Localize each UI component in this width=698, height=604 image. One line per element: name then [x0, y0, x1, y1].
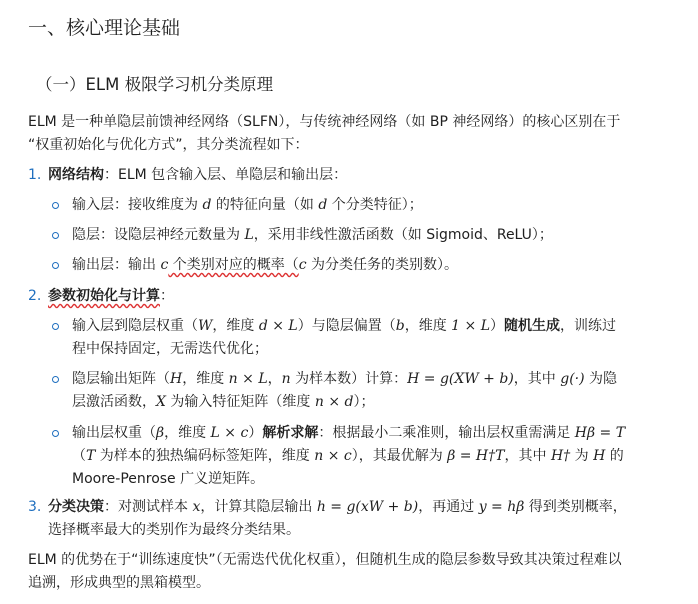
text: ），其最优解为 — [351, 448, 448, 464]
math: h = g(xW + b) — [316, 499, 419, 515]
text: 输入层到隐层权重（ — [72, 318, 198, 334]
intro-line-1: ELM 是一种单隐层前馈神经网络（SLFN），与传统神经网络（如 BP 神经网络）的核心区别在于 — [28, 114, 621, 130]
text: ，维度 — [212, 318, 259, 334]
bullet-icon — [52, 202, 59, 209]
text: 的特征向量（如 — [211, 197, 319, 213]
text: ）； — [353, 394, 375, 410]
intro-line-2: “权重初始化与优化方式”，其分类流程如下： — [28, 137, 309, 153]
outro-line-2: 追溯，形成典型的黑箱模型。 — [28, 575, 210, 591]
section-2-line — [48, 284, 174, 308]
list-item-hidden-output-line-2 — [72, 390, 374, 414]
text: ） — [248, 425, 263, 441]
text: ：对测试样本 — [104, 499, 193, 515]
math: Hβ = T — [574, 425, 626, 441]
math: β — [156, 425, 165, 441]
math: g(·) — [560, 371, 585, 387]
list-number-2: 2. — [28, 288, 42, 304]
section-3-title: 分类决策 — [48, 499, 104, 515]
math: y = hβ — [478, 499, 525, 515]
bold-text: 解析求解 — [262, 425, 319, 441]
bullet-icon — [52, 262, 59, 269]
list-number-1: 1. — [28, 167, 42, 183]
list-item-weights-line-2: 程中保持固定，无需迭代优化； — [72, 341, 268, 357]
section-2-title: 参数初始化与计算 — [48, 288, 160, 304]
section-heading: 一、核心理论基础 — [28, 17, 181, 39]
text: 个类别对应的概率（ — [168, 257, 299, 273]
list-item-output-weights-line-2 — [72, 444, 624, 468]
list-item-hidden-output-line-1 — [72, 367, 617, 391]
text: 输出层权重（ — [72, 425, 156, 441]
math: W — [198, 318, 213, 334]
math: d — [202, 197, 212, 213]
math: H — [170, 371, 183, 387]
math: n × c — [314, 448, 352, 464]
section-1-line — [48, 163, 347, 187]
text: 个分类特征）； — [327, 197, 423, 213]
list-item-input-layer — [72, 193, 423, 217]
text: ，其中 — [513, 371, 561, 387]
text: ） — [490, 318, 504, 334]
section-2-text: ： — [160, 288, 174, 304]
outro-line-1: ELM 的优势在于“训练速度快”（无需迭代优化权重），但随机生成的隐层参数导致其决策过程难以 — [28, 552, 622, 568]
math: X — [156, 394, 166, 410]
subsection-heading: （一）ELM 极限学习机分类原理 — [36, 75, 274, 94]
text: ，维度 — [182, 371, 229, 387]
bold-text: 随机生成 — [504, 318, 560, 334]
bullet-icon — [52, 376, 59, 383]
math: c — [160, 257, 169, 273]
math: n × L — [228, 371, 268, 387]
text: ，其中 — [504, 448, 551, 464]
text: ，计算其隐层输出 — [200, 499, 317, 515]
math: n — [281, 371, 291, 387]
math: 1 × L — [451, 318, 490, 334]
math: H — [593, 448, 606, 464]
math: c — [298, 257, 307, 273]
list-item-hidden-layer — [72, 223, 553, 247]
math: x — [192, 499, 201, 515]
text: 为 — [570, 448, 594, 464]
list-item-weights-line-1 — [72, 314, 616, 338]
math: H = g(XW + b) — [407, 371, 514, 387]
text: 为样本数）计算： — [290, 371, 408, 387]
text: 层激活函数， — [72, 394, 156, 410]
section-3-line-1 — [48, 495, 627, 519]
text: 为隐 — [584, 371, 618, 387]
math: L — [244, 227, 254, 243]
text: ， — [267, 371, 282, 387]
text: ）与隐层偏置（ — [297, 318, 396, 334]
text: 隐层：设隐层神经元数量为 — [72, 227, 245, 243]
text: ：根据最小二乘准则，输出层权重需满足 — [318, 425, 575, 441]
text: 得到类别概率， — [524, 499, 627, 515]
bullet-icon — [52, 430, 59, 437]
math: T — [86, 448, 96, 464]
text: ，采用非线性激活函数（如 Sigmoid、ReLU）； — [253, 227, 553, 243]
text: 为分类任务的类别数）。 — [306, 257, 459, 273]
text: 为输入特征矩阵（维度 — [165, 394, 315, 410]
math: L × c — [210, 425, 249, 441]
section-1-text: ：ELM 包含输入层、单隐层和输出层： — [104, 167, 348, 183]
section-3-line-2: 选择概率最大的类别作为最终分类结果。 — [48, 522, 300, 538]
list-item-output-weights-line-3: Moore-Penrose 广义逆矩阵。 — [72, 471, 265, 487]
text: 为样本的独热编码标签矩阵，维度 — [95, 448, 315, 464]
text: ，再通过 — [418, 499, 479, 515]
text: ，训练过 — [560, 318, 616, 334]
math: d — [318, 197, 328, 213]
list-number-3: 3. — [28, 499, 42, 515]
text: 隐层输出矩阵（ — [72, 371, 170, 387]
text: ，维度 — [164, 425, 211, 441]
bullet-icon — [52, 232, 59, 239]
list-item-output-layer — [72, 253, 458, 277]
math: β = H†T — [447, 448, 505, 464]
text: （ — [72, 448, 86, 464]
text: 的 — [605, 448, 624, 464]
math: n × d — [314, 394, 354, 410]
text: 输出层：输出 — [72, 257, 161, 273]
section-1-title: 网络结构 — [48, 167, 104, 183]
list-item-output-weights-line-1 — [72, 421, 625, 445]
math: H† — [550, 448, 571, 464]
bullet-icon — [52, 323, 59, 330]
math: d × L — [258, 318, 298, 334]
text: ，维度 — [404, 318, 452, 334]
text: 输入层：接收维度为 — [72, 197, 203, 213]
math: b — [395, 318, 405, 334]
